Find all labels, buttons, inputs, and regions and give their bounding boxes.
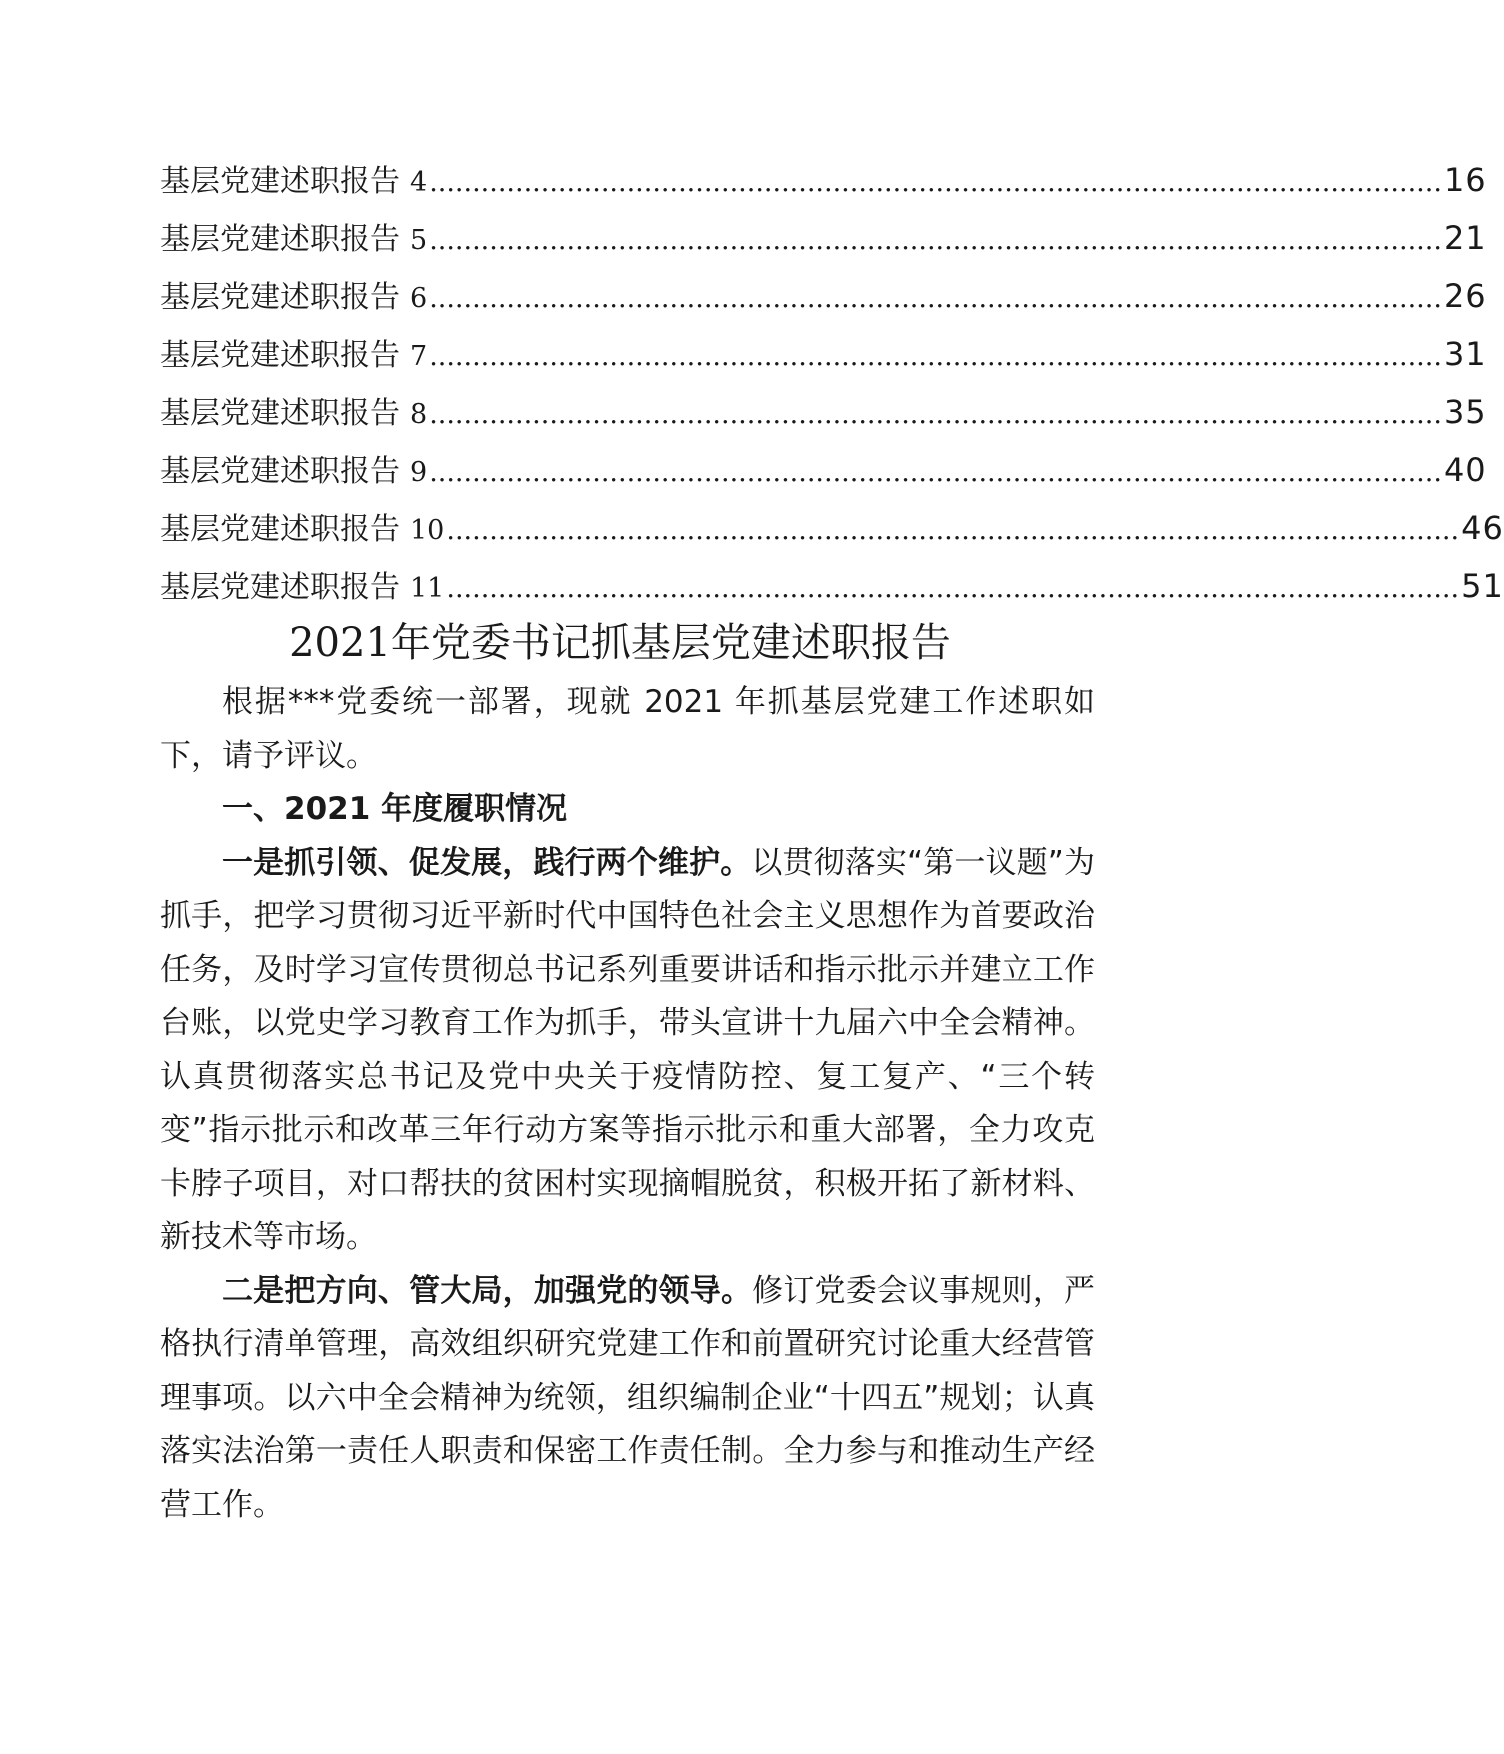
toc-item[interactable] — [160, 450, 1487, 508]
toc-item-page: 35 — [1443, 393, 1487, 431]
toc-item-page: 31 — [1443, 335, 1487, 373]
toc-leader-dots: ...................................................................................................................... — [429, 167, 1442, 198]
toc-item-number: 9 — [410, 457, 428, 488]
toc-item-number: 4 — [410, 167, 428, 198]
toc-item[interactable] — [160, 276, 1487, 334]
toc-leader-dots: ...................................................................................................................... — [446, 573, 1460, 604]
toc-leader-dots: ...................................................................................................................... — [429, 341, 1442, 372]
toc-item-page: 26 — [1443, 277, 1487, 315]
intro-paragraph: 根据***党委统一部署，现就 2021 年抓基层党建工作述职如下，请予评议。 — [160, 684, 1095, 774]
toc-item-number: 10 — [410, 515, 445, 546]
toc-leader-dots: ...................................................................................................................... — [429, 283, 1442, 314]
toc-item-number: 5 — [410, 225, 428, 256]
toc-item-page: 16 — [1443, 161, 1487, 199]
toc-item-page: 40 — [1443, 451, 1487, 489]
toc-item-title: 基层党建述职报告 — [160, 222, 400, 257]
document-body — [160, 676, 1095, 1532]
toc-leader-dots: ...................................................................................................................... — [429, 399, 1442, 430]
toc-leader-dots: ...................................................................................................................... — [429, 225, 1442, 256]
toc-item-title: 基层党建述职报告 — [160, 338, 400, 373]
toc-item-title: 基层党建述职报告 — [160, 396, 400, 431]
paragraph-lead: 二是把方向、管大局，加强党的领导。 — [222, 1272, 753, 1309]
toc-item-number: 8 — [410, 399, 428, 430]
toc-item-page: 21 — [1443, 219, 1487, 257]
toc-item-title: 基层党建述职报告 — [160, 454, 400, 489]
toc-item-page: 51 — [1461, 567, 1504, 605]
paragraph-text: 修订党委会议事规则，严格执行清单管理，高效组织研究党建工作和前置研究讨论重大经营管理事项。以六中全会精神为统领，组织编制企业“十四五”规划；认真落实法治第一责任人职责和保密工作责任制。全力参与和推动生产经营工作。 — [160, 1272, 1096, 1523]
section-heading: 一、2021 年度履职情况 — [222, 791, 568, 827]
toc-item[interactable] — [160, 218, 1487, 276]
toc-item-title: 基层党建述职报告 — [160, 164, 400, 199]
paragraph-text: 以贯彻落实“第一议题”为抓手，把学习贯彻习近平新时代中国特色社会主义思想作为首要政治任务，及时学习宣传贯彻总书记系列重要讲话和指示批示并建立工作台账，以党史学习教育工作为抓手，带头宣讲十九届六中全会精神。认真贯彻落实总书记及党中央关于疫情防控、复工复产、“三个转变”指示批示和改革三年行动方案等指示批示和重大部署，全力攻克卡脖子项目，对口帮扶的贫困村实现摘帽脱贫，积极开拓了新材料、新技术等市场。 — [160, 844, 1096, 1255]
body-paragraph — [160, 1265, 1095, 1533]
toc-item-page: 46 — [1461, 509, 1504, 547]
toc-item-title: 基层党建述职报告 — [160, 280, 400, 315]
toc-item[interactable] — [160, 392, 1487, 450]
toc-item-title: 基层党建述职报告 — [160, 570, 400, 605]
toc-item[interactable] — [160, 334, 1487, 392]
document-title: 2021年党委书记抓基层党建述职报告 — [289, 620, 951, 666]
body-paragraph — [160, 837, 1095, 1265]
toc-item-number: 11 — [410, 573, 445, 604]
toc-item-number: 7 — [410, 341, 428, 372]
toc-item-title: 基层党建述职报告 — [160, 512, 400, 547]
toc-leader-dots: ...................................................................................................................... — [446, 515, 1460, 546]
paragraph-lead: 一是抓引领、促发展，践行两个维护。 — [222, 844, 752, 881]
table-of-contents — [160, 160, 1504, 624]
toc-leader-dots: ...................................................................................................................... — [429, 457, 1442, 488]
toc-item[interactable] — [160, 508, 1504, 566]
toc-item-number: 6 — [410, 283, 428, 314]
toc-item[interactable] — [160, 160, 1487, 218]
